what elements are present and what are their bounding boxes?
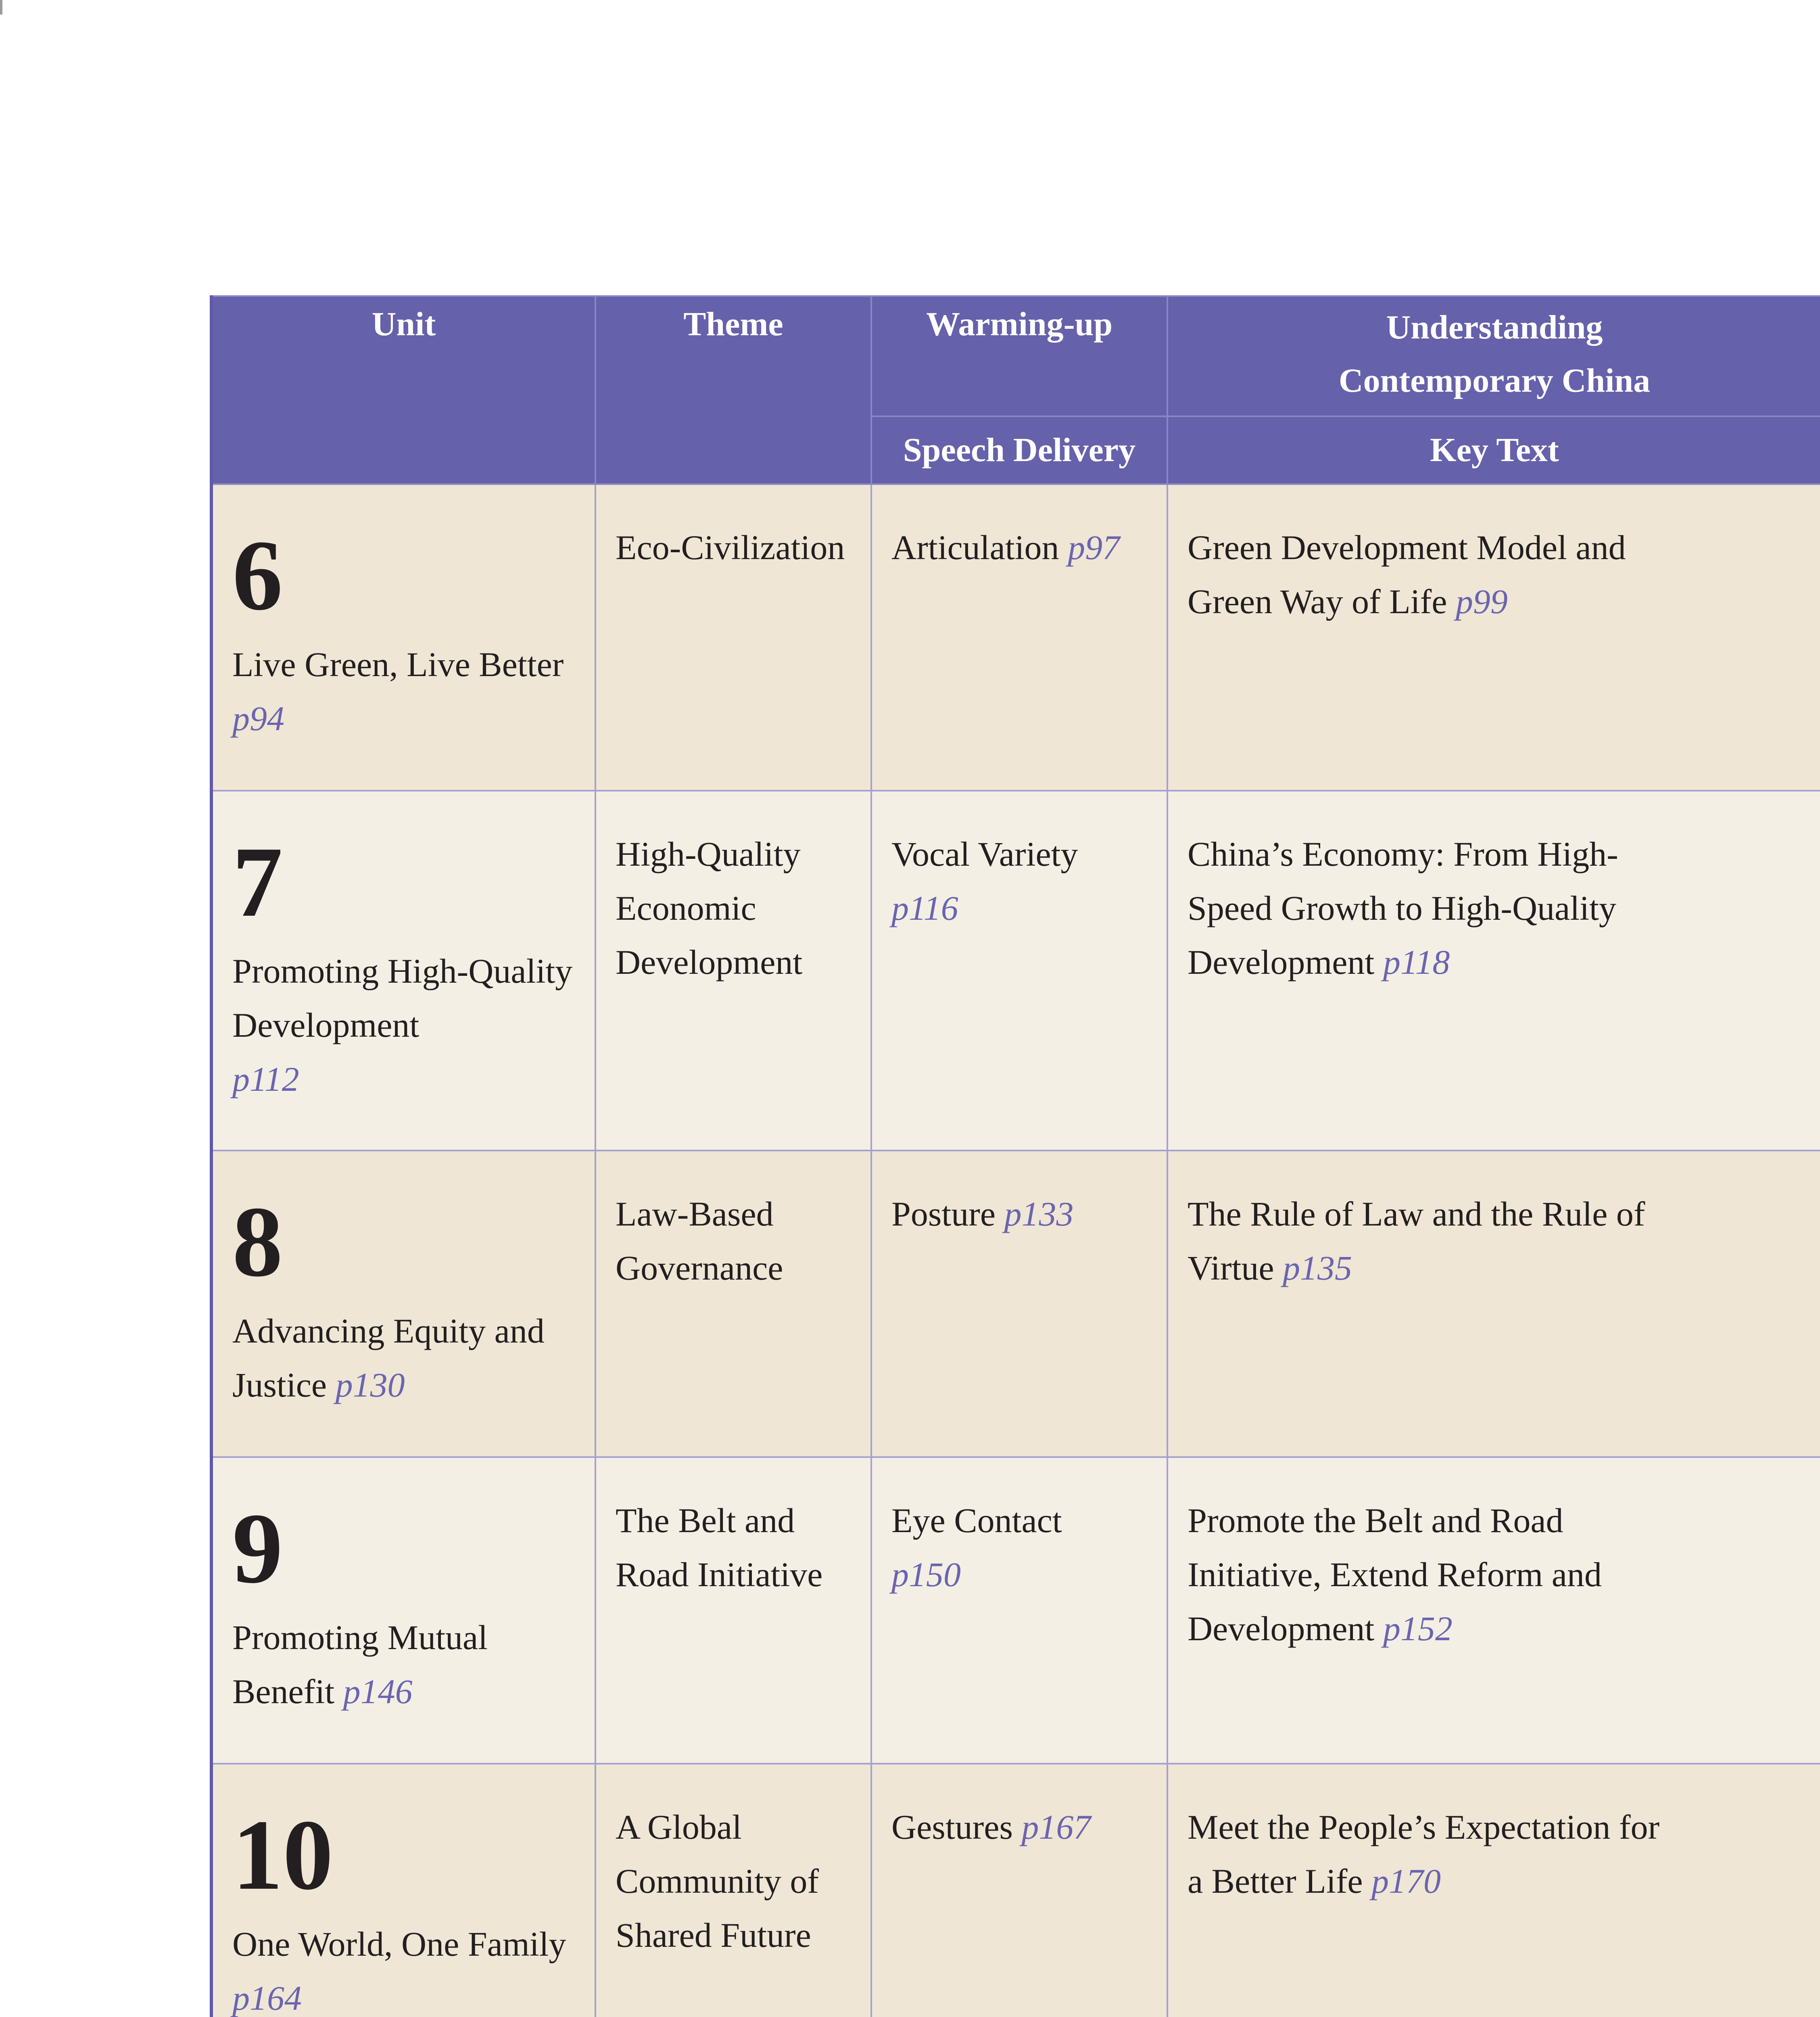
key-text-cell[interactable]	[1167, 1764, 1820, 2017]
speech-delivery-text: Articulation	[891, 528, 1059, 567]
speech-page-link[interactable]: p167	[1021, 1808, 1091, 1846]
unit-row-10	[211, 1764, 1820, 2017]
key-text-page-link[interactable]: p135	[1283, 1249, 1352, 1287]
unit-page-link[interactable]: p164	[232, 1979, 302, 2017]
unit-number: 7	[232, 826, 283, 938]
unit-row-9	[211, 1457, 1820, 1764]
key-text-title: China’s Economy: From High-Speed Growth to High-Quality Development	[1188, 835, 1618, 981]
key-text-cell[interactable]	[1167, 484, 1820, 791]
key-text-header: Key Text	[1167, 416, 1820, 484]
unit-cell[interactable]	[211, 1457, 595, 1764]
theme-text: Eco-Civilization	[616, 528, 845, 567]
theme-text: High-Quality Economic Development	[616, 835, 803, 981]
speech-delivery-cell[interactable]	[871, 1764, 1167, 2017]
ucc-header-line1: Understanding	[1386, 309, 1603, 346]
theme-cell	[595, 1764, 871, 2017]
key-text-title: Meet the People’s Expectation for a Better Life	[1188, 1808, 1660, 1900]
unit-column-header: Unit	[211, 296, 595, 484]
unit-number: 6	[232, 520, 283, 631]
unit-title: One World, One Family	[232, 1925, 566, 1963]
unit-page-link[interactable]: p130	[335, 1366, 405, 1404]
unit-number: 9	[232, 1493, 283, 1604]
key-text-cell[interactable]	[1167, 791, 1820, 1150]
ucc-header-line2: Contemporary China	[1338, 362, 1651, 399]
speech-delivery-text: Eye Contact	[891, 1501, 1062, 1540]
unit-title: Advancing Equity and Justice	[232, 1311, 545, 1404]
unit-number: 8	[232, 1186, 283, 1298]
header-row	[211, 296, 1820, 416]
key-text-cell[interactable]	[1167, 1150, 1820, 1457]
contents-table	[210, 295, 1820, 2017]
theme-column-header: Theme	[595, 296, 871, 484]
key-text-cell[interactable]	[1167, 1457, 1820, 1764]
theme-cell	[595, 1150, 871, 1457]
unit-row-6	[211, 484, 1820, 791]
key-text-page-link[interactable]: p118	[1383, 943, 1450, 981]
unit-page-link[interactable]: p146	[343, 1672, 413, 1711]
warming-up-header: Warming-up	[871, 296, 1167, 416]
unit-cell[interactable]	[211, 1150, 595, 1457]
key-text-title: Green Development Model and Green Way of Life	[1188, 528, 1626, 621]
unit-row-8	[211, 1150, 1820, 1457]
speech-page-link[interactable]: p116	[891, 889, 958, 927]
speech-page-link[interactable]: p133	[1004, 1194, 1074, 1233]
speech-delivery-cell[interactable]	[871, 1150, 1167, 1457]
speech-delivery-cell[interactable]	[871, 484, 1167, 791]
speech-delivery-cell[interactable]	[871, 791, 1167, 1150]
unit-title: Live Green, Live Better	[232, 645, 564, 684]
understanding-contemporary-china-header	[1167, 296, 1820, 416]
key-text-title: Promote the Belt and Road Initiative, Extend Reform and Development	[1188, 1501, 1602, 1648]
theme-cell	[595, 1457, 871, 1764]
key-text-page-link[interactable]: p152	[1383, 1609, 1453, 1648]
unit-page-link[interactable]: p94	[232, 699, 284, 738]
theme-text: The Belt and Road Initiative	[616, 1501, 823, 1594]
theme-text: A Global Community of Shared Future	[616, 1808, 819, 1954]
page-edge-mark	[0, 0, 2, 15]
speech-page-link[interactable]: p97	[1068, 528, 1120, 567]
speech-delivery-header: Speech Delivery	[871, 416, 1167, 484]
speech-delivery-text: Gestures	[891, 1808, 1013, 1846]
speech-page-link[interactable]: p150	[891, 1555, 961, 1594]
speech-delivery-text: Posture	[891, 1194, 996, 1233]
unit-cell[interactable]	[211, 484, 595, 791]
speech-delivery-text: Vocal Variety	[891, 835, 1078, 873]
theme-cell	[595, 484, 871, 791]
unit-cell[interactable]	[211, 791, 595, 1150]
unit-page-link[interactable]: p112	[232, 1060, 299, 1098]
unit-row-7	[211, 791, 1820, 1150]
theme-cell	[595, 791, 871, 1150]
unit-title: Promoting High-Quality Development	[232, 952, 573, 1044]
unit-title: Promoting Mutual Benefit	[232, 1618, 488, 1711]
key-text-page-link[interactable]: p170	[1371, 1862, 1441, 1900]
unit-number: 10	[232, 1799, 333, 1911]
unit-cell[interactable]	[211, 1764, 595, 2017]
key-text-page-link[interactable]: p99	[1455, 582, 1508, 621]
key-text-title: The Rule of Law and the Rule of Virtue	[1188, 1194, 1645, 1287]
theme-text: Law-Based Governance	[616, 1194, 783, 1287]
speech-delivery-cell[interactable]	[871, 1457, 1167, 1764]
